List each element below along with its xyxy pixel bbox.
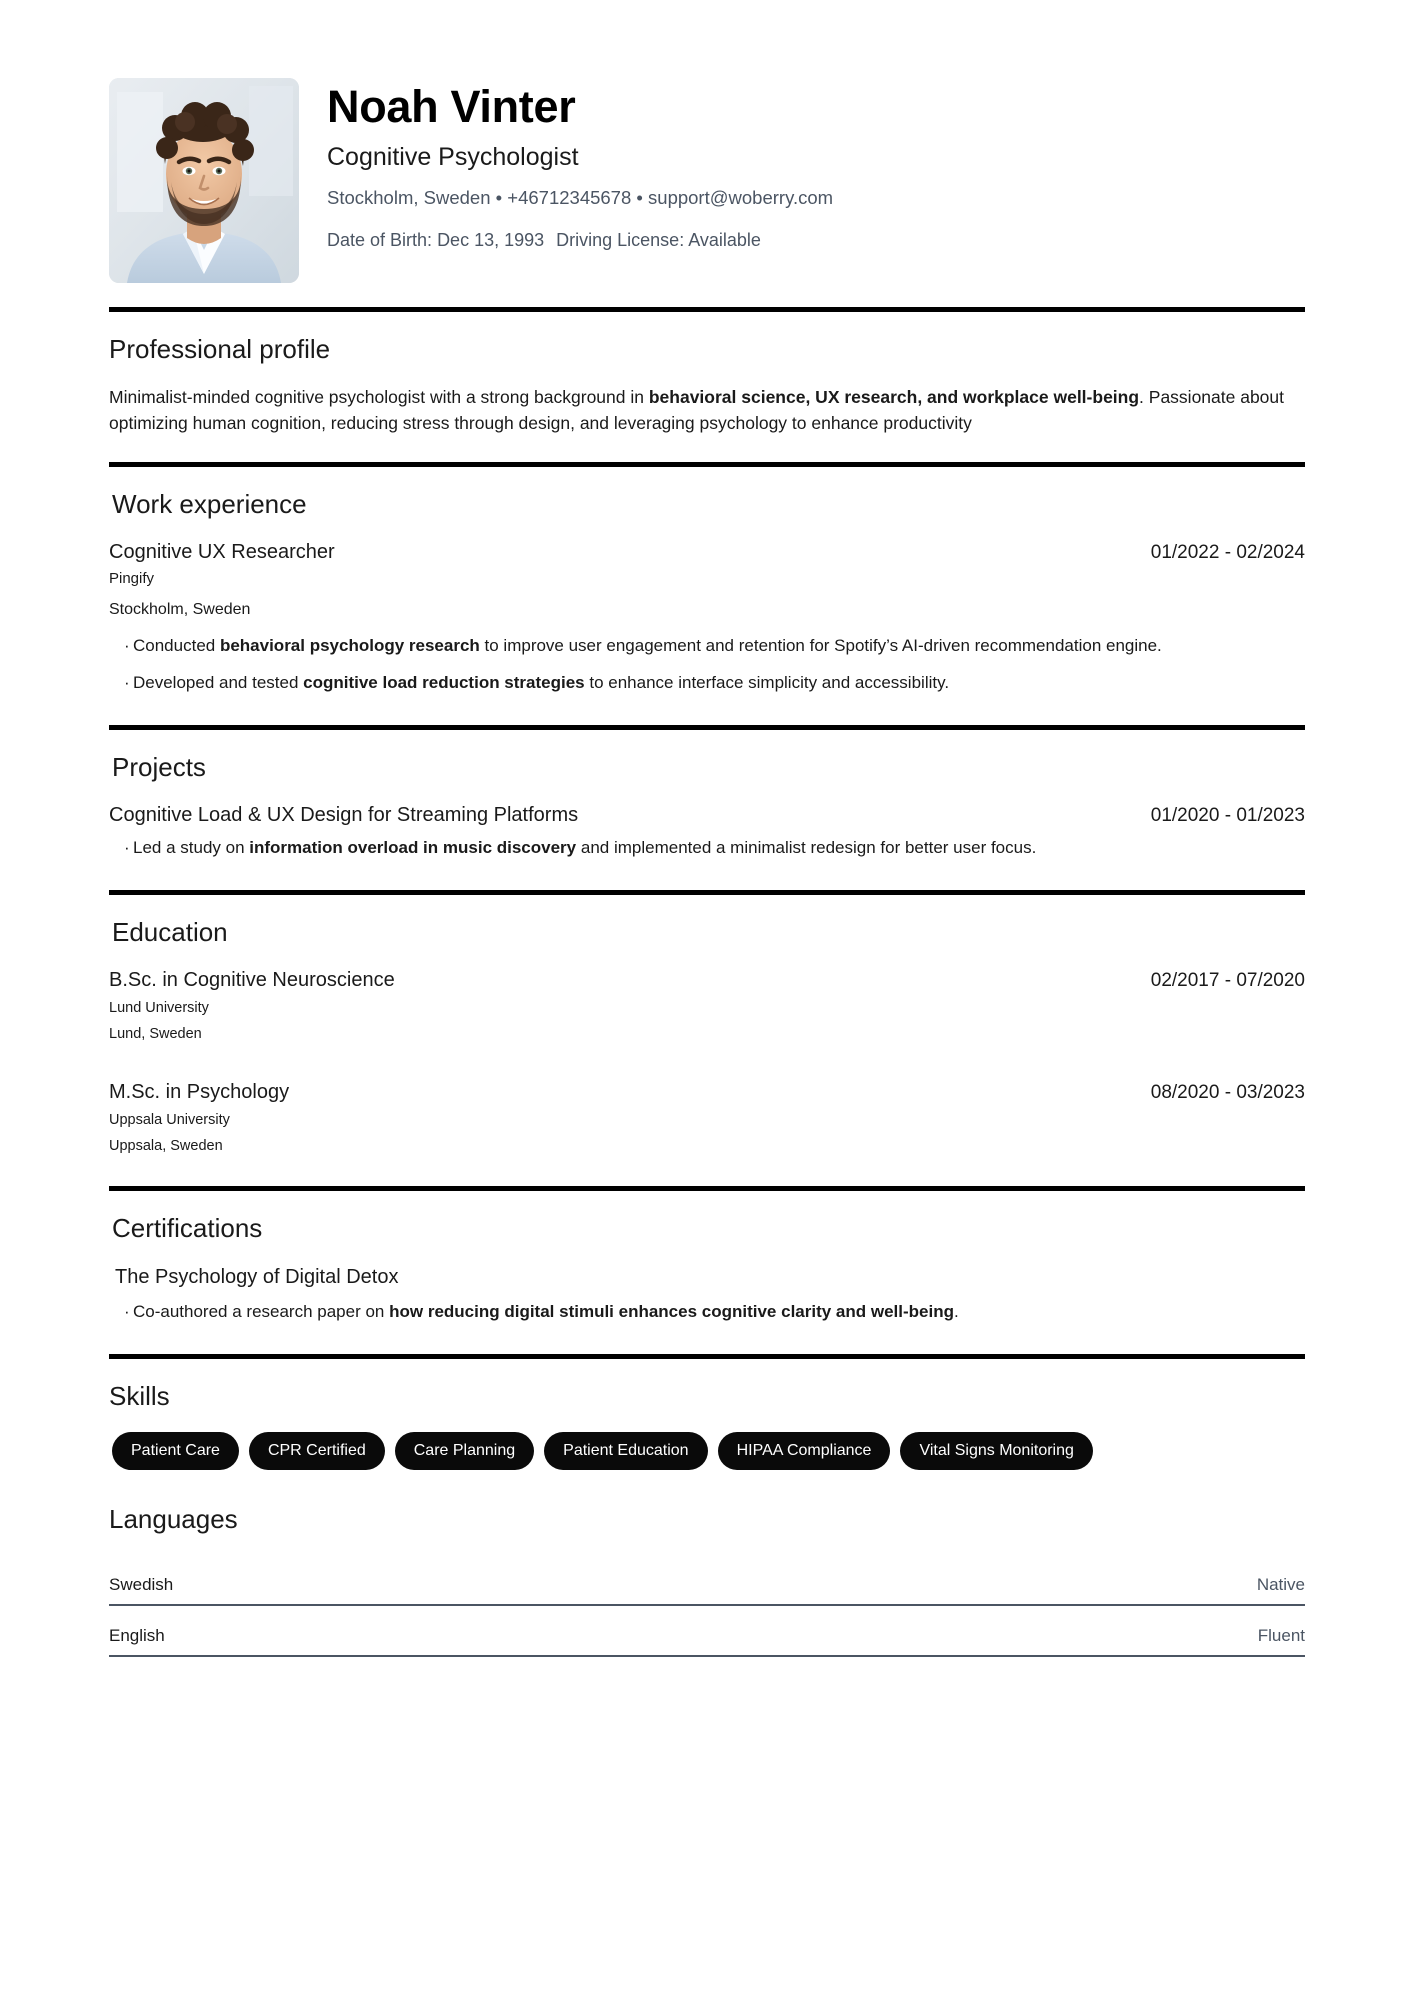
bullet-bold: cognitive load reduction strategies xyxy=(303,672,585,692)
education-entry xyxy=(109,968,1305,1048)
language-name: Swedish xyxy=(109,1575,174,1595)
project-bullet-text xyxy=(133,836,1305,860)
work-bullet xyxy=(109,634,1305,658)
section-work-experience xyxy=(109,467,1305,725)
contact-phone: +46712345678 xyxy=(507,187,632,209)
contact-separator-1: • xyxy=(495,187,503,209)
bullet-bold: behavioral psychology research xyxy=(219,636,480,656)
language-level: Native xyxy=(1256,1575,1305,1595)
dob-label: Date of Birth: xyxy=(327,230,433,251)
work-entry xyxy=(109,540,1305,699)
section-professional-profile xyxy=(109,312,1305,462)
work-bullet-text xyxy=(133,634,1305,658)
language-name: English xyxy=(109,1626,165,1646)
contact-line xyxy=(327,186,1305,211)
skill-pill[interactable]: Patient Care xyxy=(112,1432,239,1470)
skill-pill[interactable]: HIPAA Compliance xyxy=(718,1432,891,1470)
certification-bullet-text xyxy=(133,1300,1305,1324)
certification-entry xyxy=(109,1265,1305,1328)
section-title-education: Education xyxy=(112,916,228,947)
bullet-bold: how reducing digital stimuli enhances cognitive clarity and well-being xyxy=(389,1301,954,1321)
skill-pill[interactable]: Patient Education xyxy=(544,1432,707,1470)
education-dates: 02/2017 - 07/2020 xyxy=(1150,970,1305,992)
resume-header xyxy=(109,78,1305,307)
skill-pill[interactable]: Care Planning xyxy=(395,1432,534,1470)
bullet-dot-icon: · xyxy=(124,672,130,692)
bullet-dot-icon: · xyxy=(124,837,130,857)
bullet-post: to improve user engagement and retention for Spotify’s AI-driven recommendation engine. xyxy=(479,636,1162,656)
section-title-work: Work experience xyxy=(112,488,307,519)
skill-pill[interactable]: CPR Certified xyxy=(249,1432,385,1470)
bullet-pre: Co-authored a research paper on xyxy=(133,1301,390,1321)
section-skills xyxy=(109,1359,1305,1470)
skill-pill[interactable]: Vital Signs Monitoring xyxy=(900,1432,1092,1470)
certification-title: The Psychology of Digital Detox xyxy=(115,1265,399,1288)
bullet-pre: Conducted xyxy=(133,636,220,656)
section-title-languages: Languages xyxy=(109,1503,238,1534)
education-school: Uppsala University xyxy=(109,1112,230,1129)
certification-bullet xyxy=(109,1300,1305,1324)
work-location: Stockholm, Sweden xyxy=(109,600,251,618)
bullet-bold: information overload in music discovery xyxy=(249,837,577,857)
work-job-title: Cognitive UX Researcher xyxy=(109,541,335,564)
education-entry xyxy=(109,1048,1305,1160)
bullet-pre: Developed and tested xyxy=(133,672,304,692)
section-title-skills: Skills xyxy=(109,1380,170,1411)
education-location: Uppsala, Sweden xyxy=(109,1137,223,1154)
bullet-post: and implemented a minimalist redesign for better user focus. xyxy=(576,837,1037,857)
profile-text-bold: behavioral science, UX research, and workplace well-being xyxy=(648,387,1140,408)
work-bullet-text xyxy=(133,671,1305,695)
profile-paragraph xyxy=(109,385,1305,436)
section-title-projects: Projects xyxy=(112,751,206,782)
project-bullet xyxy=(109,836,1305,860)
language-row xyxy=(109,1555,1305,1606)
section-projects xyxy=(109,730,1305,890)
languages-list xyxy=(109,1555,1305,1657)
bullet-post: . xyxy=(954,1301,959,1321)
certification-bullet-list xyxy=(109,1300,1305,1324)
education-degree: B.Sc. in Cognitive Neuroscience xyxy=(109,969,395,992)
contact-email: support@woberry.com xyxy=(648,187,834,209)
contact-location: Stockholm, Sweden xyxy=(327,187,491,209)
work-bullet xyxy=(109,671,1305,695)
education-location: Lund, Sweden xyxy=(109,1025,202,1042)
section-certifications xyxy=(109,1191,1305,1353)
bullet-post: to enhance interface simplicity and accessibility. xyxy=(584,672,950,692)
bullet-pre: Led a study on xyxy=(133,837,250,857)
language-row xyxy=(109,1606,1305,1657)
education-school: Lund University xyxy=(109,1000,209,1017)
education-degree: M.Sc. in Psychology xyxy=(109,1081,290,1104)
section-languages xyxy=(109,1470,1305,1657)
section-education xyxy=(109,895,1305,1186)
skills-pill-list xyxy=(109,1432,1305,1470)
profile-text-part2: . Passionate about optimizing human cognition, reducing stress through design, and leveraging psychology to enhance productivity xyxy=(109,387,1285,433)
project-bullet-list xyxy=(109,836,1305,860)
profile-photo xyxy=(109,78,299,283)
job-headline: Cognitive Psychologist xyxy=(327,143,579,172)
language-level: Fluent xyxy=(1257,1626,1305,1646)
project-entry xyxy=(109,803,1305,864)
header-text-block xyxy=(327,78,1305,253)
personal-meta-line xyxy=(327,228,1305,252)
bullet-dot-icon: · xyxy=(124,1301,130,1321)
dob-value: Dec 13, 1993 xyxy=(437,230,545,251)
section-title-profile: Professional profile xyxy=(109,334,331,364)
education-dates: 08/2020 - 03/2023 xyxy=(1150,1082,1305,1104)
work-bullet-list xyxy=(109,634,1305,694)
work-company: Pingify xyxy=(109,570,155,588)
driving-license-label: Driving License: xyxy=(556,230,685,251)
driving-license-value: Available xyxy=(688,230,761,251)
section-title-certifications: Certifications xyxy=(112,1213,263,1244)
bullet-dot-icon: · xyxy=(124,636,130,656)
page-title: Noah Vinter xyxy=(327,81,576,132)
project-title: Cognitive Load & UX Design for Streaming Platforms xyxy=(109,803,579,826)
profile-text-part1: Minimalist-minded cognitive psychologist with a strong background in xyxy=(109,387,649,408)
work-dates: 01/2022 - 02/2024 xyxy=(1150,542,1305,564)
project-dates: 01/2020 - 01/2023 xyxy=(1150,804,1305,826)
contact-separator-2: • xyxy=(636,187,643,209)
